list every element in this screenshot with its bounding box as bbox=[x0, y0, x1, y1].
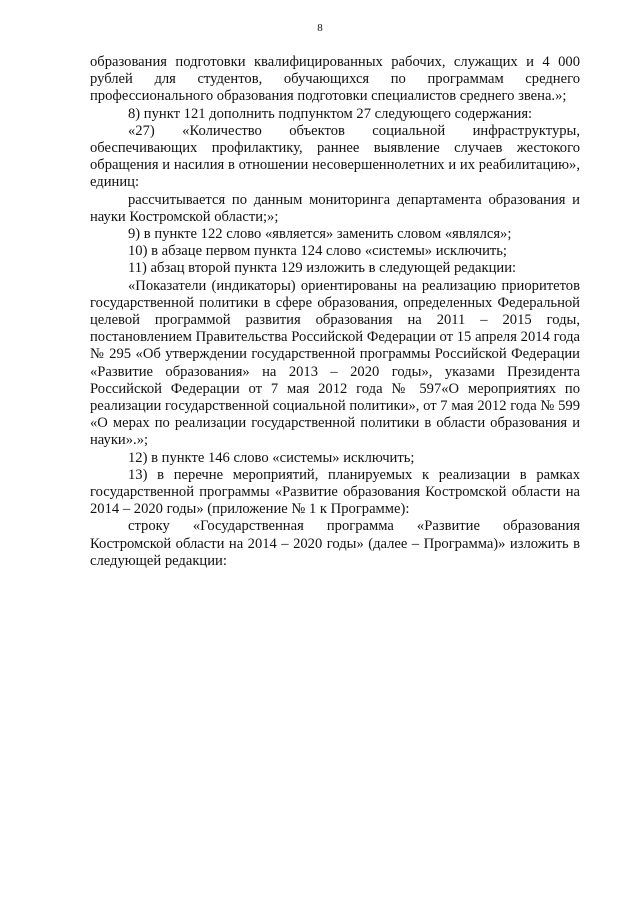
paragraph-subitem-27: «27) «Количество объектов социальной инфраструктуры, обеспечивающих профилактику, раннее выявление случаев жестокого обращения и насилия в отношении несовершеннолетних и их реабилитацию», единиц: bbox=[90, 122, 580, 191]
paragraph-indicators-quote: «Показатели (индикаторы) ориентированы на реализацию приоритетов государственной политики в сфере образования, определенных Федеральной целевой программой развития образования на 2011 – 2015 годы, постановлением Правительства Российской Федерации от 15 апреля 2014 года № 295 «Об утверждении государственной программы Российской Федерации «Развитие образования» на 2013 – 2020 годы», указами Президента Российской Федерации от 7 мая 2012 года № 597«О мероприятиях по реализации государственной социальной политики», от 7 мая 2012 года № 599 «О мерах по реализации государственной политики в области образования и науки».»; bbox=[90, 277, 580, 449]
paragraph-item-12: 12) в пункте 146 слово «системы» исключить; bbox=[128, 449, 415, 466]
paragraph-item-8: 8) пункт 121 дополнить подпунктом 27 следующего содержания: bbox=[128, 105, 533, 122]
paragraph-item-10: 10) в абзаце первом пункта 124 слово «системы» исключить; bbox=[128, 243, 507, 260]
paragraph-program-line: строку «Государственная программа «Развитие образования Костромской области на 2014 – 2020 годы» (далее – Программа)» изложить в следующей редакции: bbox=[90, 518, 580, 569]
document-body bbox=[90, 54, 580, 570]
paragraph-item-9: 9) в пункте 122 слово «является» заменить словом «являлся»; bbox=[128, 226, 512, 243]
paragraph-item-13: 13) в перечне мероприятий, планируемых к реализации в рамках государственной программы «Развитие образования Костромской области на 2014 – 2020 годы» (приложение № 1 к Программе): bbox=[90, 466, 580, 518]
paragraph-continuation: образования подготовки квалифицированных рабочих, служащих и 4 000 рублей для студентов, обучающихся по программам среднего профессионального образования подготовки специалистов среднего звена.»; bbox=[90, 54, 580, 105]
paragraph-calculation-note: рассчитывается по данным мониторинга департамента образования и науки Костромской области;»; bbox=[90, 191, 580, 225]
page-number: 8 bbox=[317, 22, 323, 34]
paragraph-item-11: 11) абзац второй пункта 129 изложить в следующей редакции: bbox=[128, 260, 517, 277]
